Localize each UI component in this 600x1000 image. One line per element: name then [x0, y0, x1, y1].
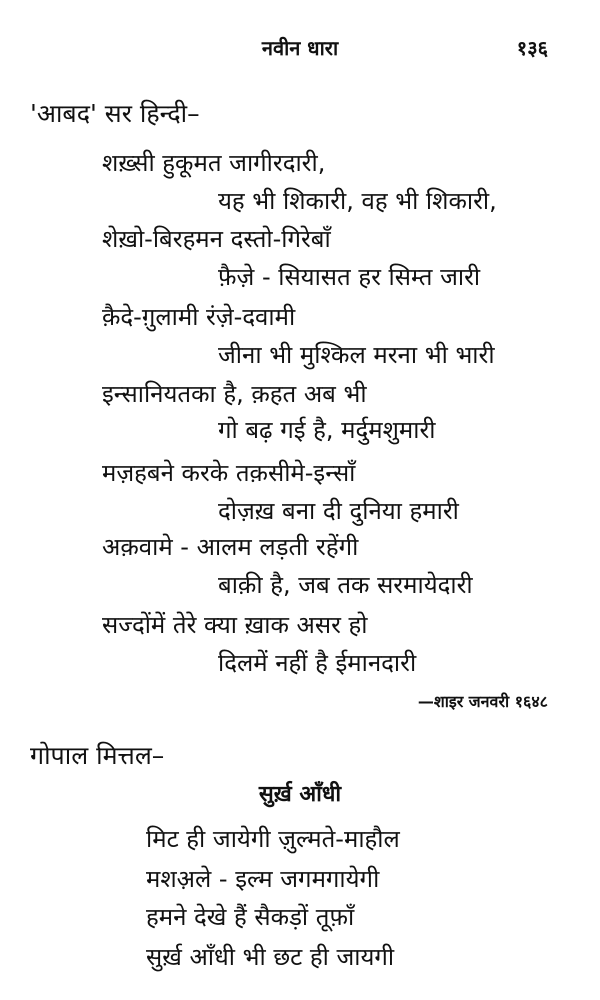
- poem-line-5: क़ैदे-ग़ुलामी रंज़े-दवामी: [102, 303, 296, 331]
- poem2-line-4: सुर्ख़ आँधी भी छट ही जायगी: [146, 943, 395, 971]
- poet-name-abad: 'आबद' सर हिन्दी–: [30, 99, 200, 128]
- poem-line-6: जीना भी मुश्किल मरना भी भारी: [218, 341, 495, 369]
- poem-signature-date: —शाइर जनवरी १६४८: [417, 692, 548, 711]
- poem2-line-3: हमने देखे हैं सैकड़ों तूफ़ाँ: [146, 903, 355, 931]
- poem2-line-1: मिट ही जायेगी ज़ुल्मते-माहौल: [146, 825, 400, 853]
- poem-line-12: बाक़ी है, जब तक सरमायेदारी: [218, 571, 473, 599]
- poem-line-13: सज्दोंमें तेरे क्या ख़ाक असर हो: [102, 611, 368, 639]
- poem-line-8: गो बढ़ गई है, मर्दुमशुमारी: [218, 416, 436, 444]
- poem-line-1: शख़्सी हुकूमत जागीरदारी,: [102, 149, 326, 177]
- poem-line-3: शेख़ो-बिरहमन दस्तो-गिरेबाँ: [102, 225, 331, 253]
- poem-line-4: फ़ैज़े - सियासत हर सिम्त जारी: [218, 263, 481, 291]
- poem-line-14: दिलमें नहीं है ईमानदारी: [218, 649, 417, 677]
- poem-title: सुर्ख़ आँधी: [258, 782, 342, 807]
- poem-line-9: मज़हबने करके तक़सीमे-इन्साँ: [102, 459, 356, 487]
- poem-line-7: इन्सानियतका है, क़हत अब भी: [102, 380, 367, 408]
- poem-line-10: दोज़ख़ बना दी दुनिया हमारी: [218, 497, 459, 525]
- poem-line-11: अक़वामे - आलम लड़ती रहेंगी: [102, 533, 359, 561]
- page-number: १३६: [516, 36, 548, 60]
- poem2-line-2: मशअ़ले - इल्म जगमगायेगी: [146, 865, 380, 893]
- poem-line-2: यह भी शिकारी, वह भी शिकारी,: [218, 187, 497, 215]
- poet-name-gopal-mittal: गोपाल मित्तल–: [30, 741, 165, 770]
- running-header-title: नवीन धारा: [261, 36, 339, 60]
